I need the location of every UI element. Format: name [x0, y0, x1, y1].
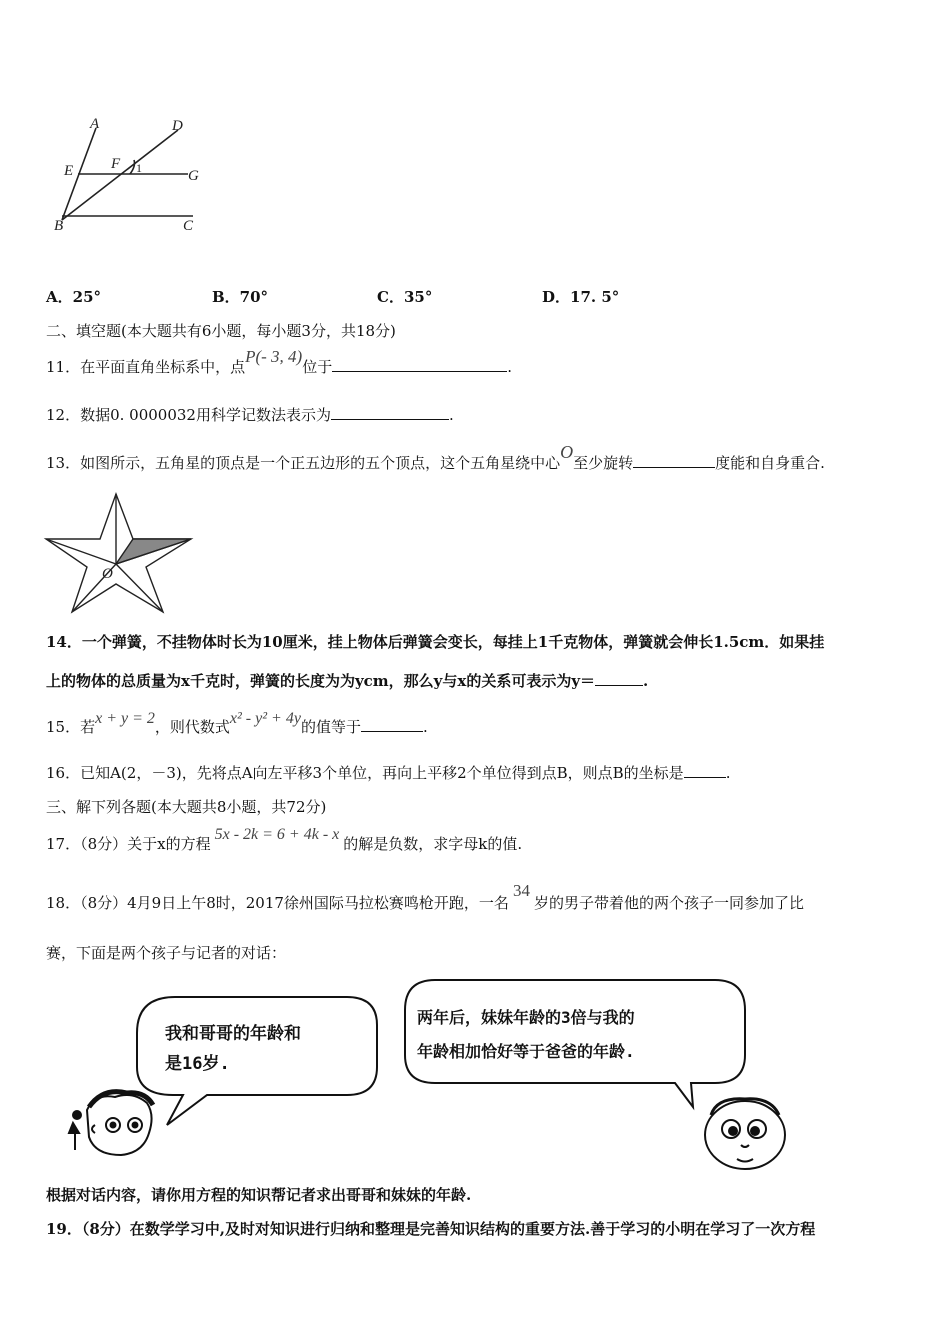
- question-15: [46, 710, 428, 737]
- q11-blank: [332, 370, 507, 372]
- q11-end: .: [507, 358, 513, 376]
- q11-prefix: 11．在平面直角坐标系中，点: [46, 358, 246, 376]
- left-bubble-line-2: 是16岁.: [165, 1054, 230, 1074]
- q13-prefix: 13．如图所示，五角星的顶点是一个正五边形的五个顶点，这个五角星绕中心: [46, 454, 561, 472]
- label-c: C: [183, 218, 194, 234]
- q15-suffix: 的值等于: [300, 718, 361, 736]
- question-17: [46, 826, 523, 854]
- question-16: [46, 762, 730, 783]
- q15-math-2: x² - y² + 4y: [229, 710, 301, 727]
- q14-end: .: [643, 672, 649, 690]
- label-f: F: [111, 156, 121, 172]
- section-2-title: 二、填空题(本大题共有6小题，每小题3分，共18分): [46, 322, 396, 340]
- question-18: [46, 881, 804, 913]
- q18-math: 34: [512, 881, 530, 900]
- q18-suffix: 岁的男子带着他的两个孩子一同参加了比: [533, 894, 804, 912]
- section-3-title: 三、解下列各题(本大题共8小题，共72分): [46, 798, 327, 816]
- q15-prefix: 15．若: [46, 718, 96, 736]
- geometry-figure: [50, 110, 210, 240]
- boy-character: [705, 1099, 785, 1169]
- q13-mid: 至少旋转: [573, 454, 634, 472]
- star-center-label: O: [102, 566, 113, 582]
- label-g: G: [188, 168, 199, 184]
- q12-text: 12．数据0. 0000032用科学记数法表示为: [46, 406, 331, 424]
- q16-end: .: [725, 764, 731, 782]
- right-bubble-line-2: 年龄相加恰好等于爸爸的年龄.: [417, 1042, 635, 1061]
- label-1: 1: [136, 161, 142, 175]
- label-e: E: [64, 163, 74, 179]
- option-b: B．70°: [212, 288, 269, 306]
- q13-suffix: 度能和自身重合.: [715, 454, 825, 472]
- q13-blank: [633, 466, 715, 468]
- q18-prefix: 18．（8分）4月9日上午8时，2017徐州国际马拉松赛鸣枪开跑，一名: [46, 894, 509, 912]
- right-bubble-line-1: 两年后，妹妹年龄的3倍与我的: [417, 1008, 635, 1027]
- q15-mid: ，则代数式: [154, 718, 230, 736]
- question-11: [46, 347, 513, 377]
- option-a: A．25°: [46, 288, 102, 306]
- question-18-task: 根据对话内容，请你用方程的知识帮记者求出哥哥和妹妹的年龄.: [46, 1186, 472, 1204]
- q17-math: 5x - 2k = 6 + 4k - x: [214, 826, 340, 843]
- q17-suffix: 的解是负数，求字母k的值.: [343, 835, 523, 853]
- question-14-line-2: [46, 670, 648, 691]
- q11-math: P(- 3, 4): [245, 347, 303, 366]
- q15-math-1: x + y = 2: [95, 710, 155, 727]
- girl-character: [69, 1092, 153, 1155]
- q17-prefix: 17．（8分）关于x的方程: [46, 835, 211, 853]
- q16-blank: [684, 776, 726, 778]
- q15-end: .: [422, 718, 428, 736]
- q14-line2-text: 上的物体的总质量为x千克时，弹簧的长度为为ycm，那么y与x的关系可表示为y＝: [46, 672, 596, 690]
- q15-blank: [361, 730, 423, 732]
- question-19: 19．（8分）在数学学习中,及时对知识进行归纳和整理是完善知识结构的重要方法.善于学习的小明在学习了一次方程: [46, 1220, 816, 1238]
- label-d: D: [172, 118, 183, 134]
- question-14-line-1: 14．一个弹簧，不挂物体时长为10厘米，挂上物体后弹簧会变长，每挂上1千克物体，弹簧就会伸长1.5cm．如果挂: [46, 633, 825, 651]
- left-bubble-line-1: 我和哥哥的年龄和: [165, 1024, 301, 1044]
- question-12: [46, 404, 454, 425]
- q13-math: O: [560, 442, 574, 462]
- label-b: B: [54, 218, 64, 234]
- q12-blank: [331, 418, 449, 420]
- question-18-line-2: 赛，下面是两个孩子与记者的对话：: [46, 944, 287, 962]
- q11-suffix: 位于: [302, 358, 333, 376]
- option-d: D．17. 5°: [542, 288, 620, 306]
- star-figure: [44, 492, 194, 614]
- question-13: [46, 442, 825, 473]
- option-c: C．35°: [377, 288, 433, 306]
- q14-blank: [595, 684, 643, 686]
- q12-end: .: [448, 406, 454, 424]
- q16-text: 16．已知A(2，－3)，先将点A向左平移3个单位，再向上平移2个单位得到点B，则点B的坐标是: [46, 764, 684, 782]
- dialogue-illustration: [55, 975, 795, 1175]
- label-a: A: [90, 116, 100, 132]
